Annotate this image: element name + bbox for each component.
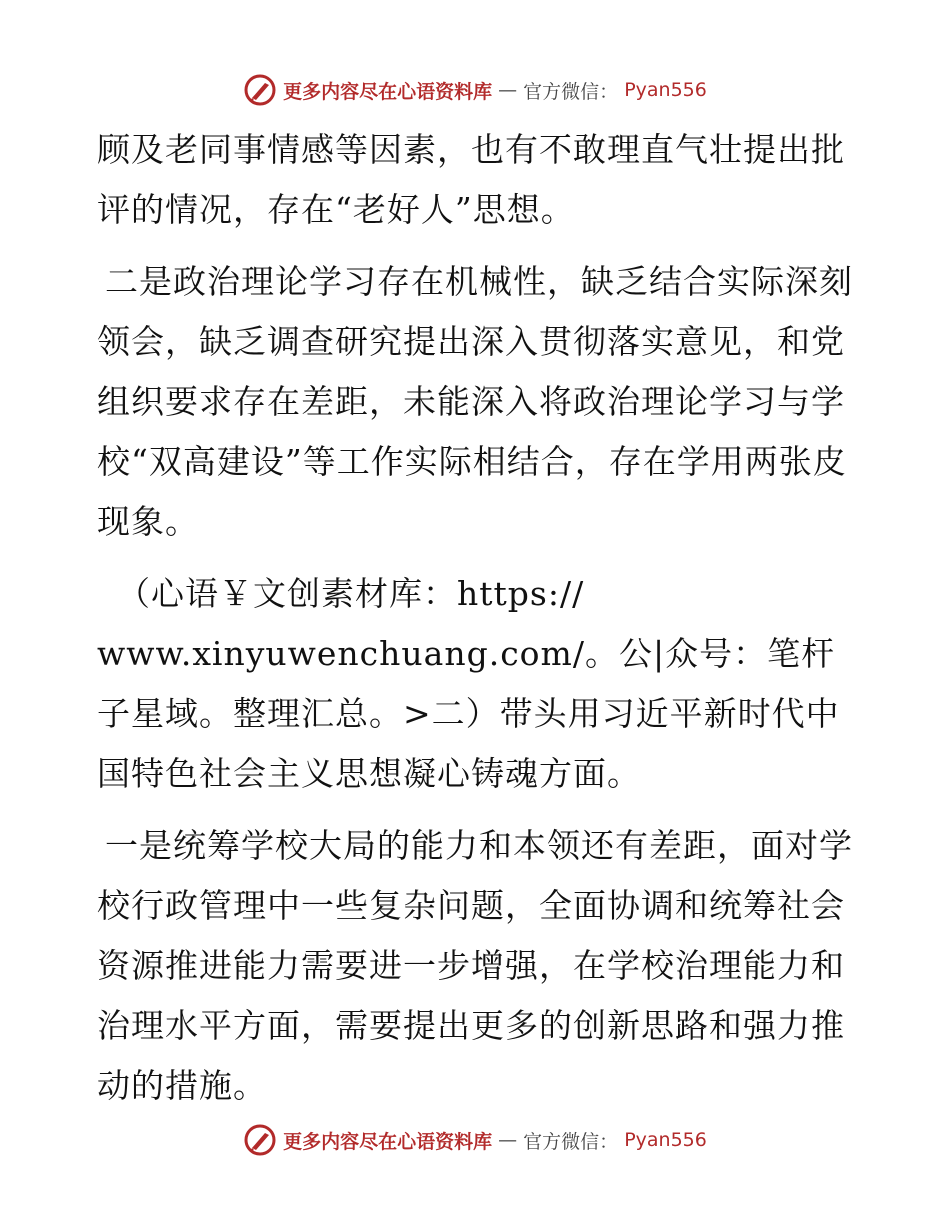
document-body [97,120,857,1128]
watermark-main-text: 更多内容尽在心语资料库 [283,80,493,103]
watermark-official-label: 官方微信： [523,1130,619,1153]
watermark-wechat-id: Pyan556 [624,1129,707,1151]
paragraph-section-heading: www.xinyuwenchuang.com/。公|众号：笔杆子星域。整理汇总。>二）带头用习近平新时代中国特色社会主义思想凝心铸魂方面。 [97,634,840,793]
header-watermark [0,70,950,110]
quill-circle-icon [243,1123,277,1157]
paragraph-continuation: 顾及老同事情感等因素，也有不敢理直气壮提出批评的情况，存在“老好人”思想。 [97,130,845,229]
watermark-dash: — [498,1129,518,1151]
paragraph-point-one: 一是统筹学校大局的能力和本领还有差距，面对学校行政管理中一些复杂问题，全面协调和统筹社会资源推进能力需要进一步增强，在学校治理能力和治理水平方面，需要提出更多的创新思路和强力推动的措施。 [97,826,853,1105]
watermark-wechat-id: Pyan556 [624,79,707,101]
quill-circle-icon [243,73,277,107]
paragraph-point-two: 二是政治理论学习存在机械性，缺乏结合实际深刻领会，缺乏调查研究提出深入贯彻落实意见，和党组织要求存在差距，未能深入将政治理论学习与学校“双高建设”等工作实际相结合，存在学用两张皮现象。 [97,262,853,541]
watermark-dash: — [498,79,518,101]
paragraph-source-note: （心语￥文创素材库：https:// [117,574,585,613]
footer-watermark [0,1120,950,1160]
watermark-official-label: 官方微信： [523,80,619,103]
watermark-main-text: 更多内容尽在心语资料库 [283,1130,493,1153]
